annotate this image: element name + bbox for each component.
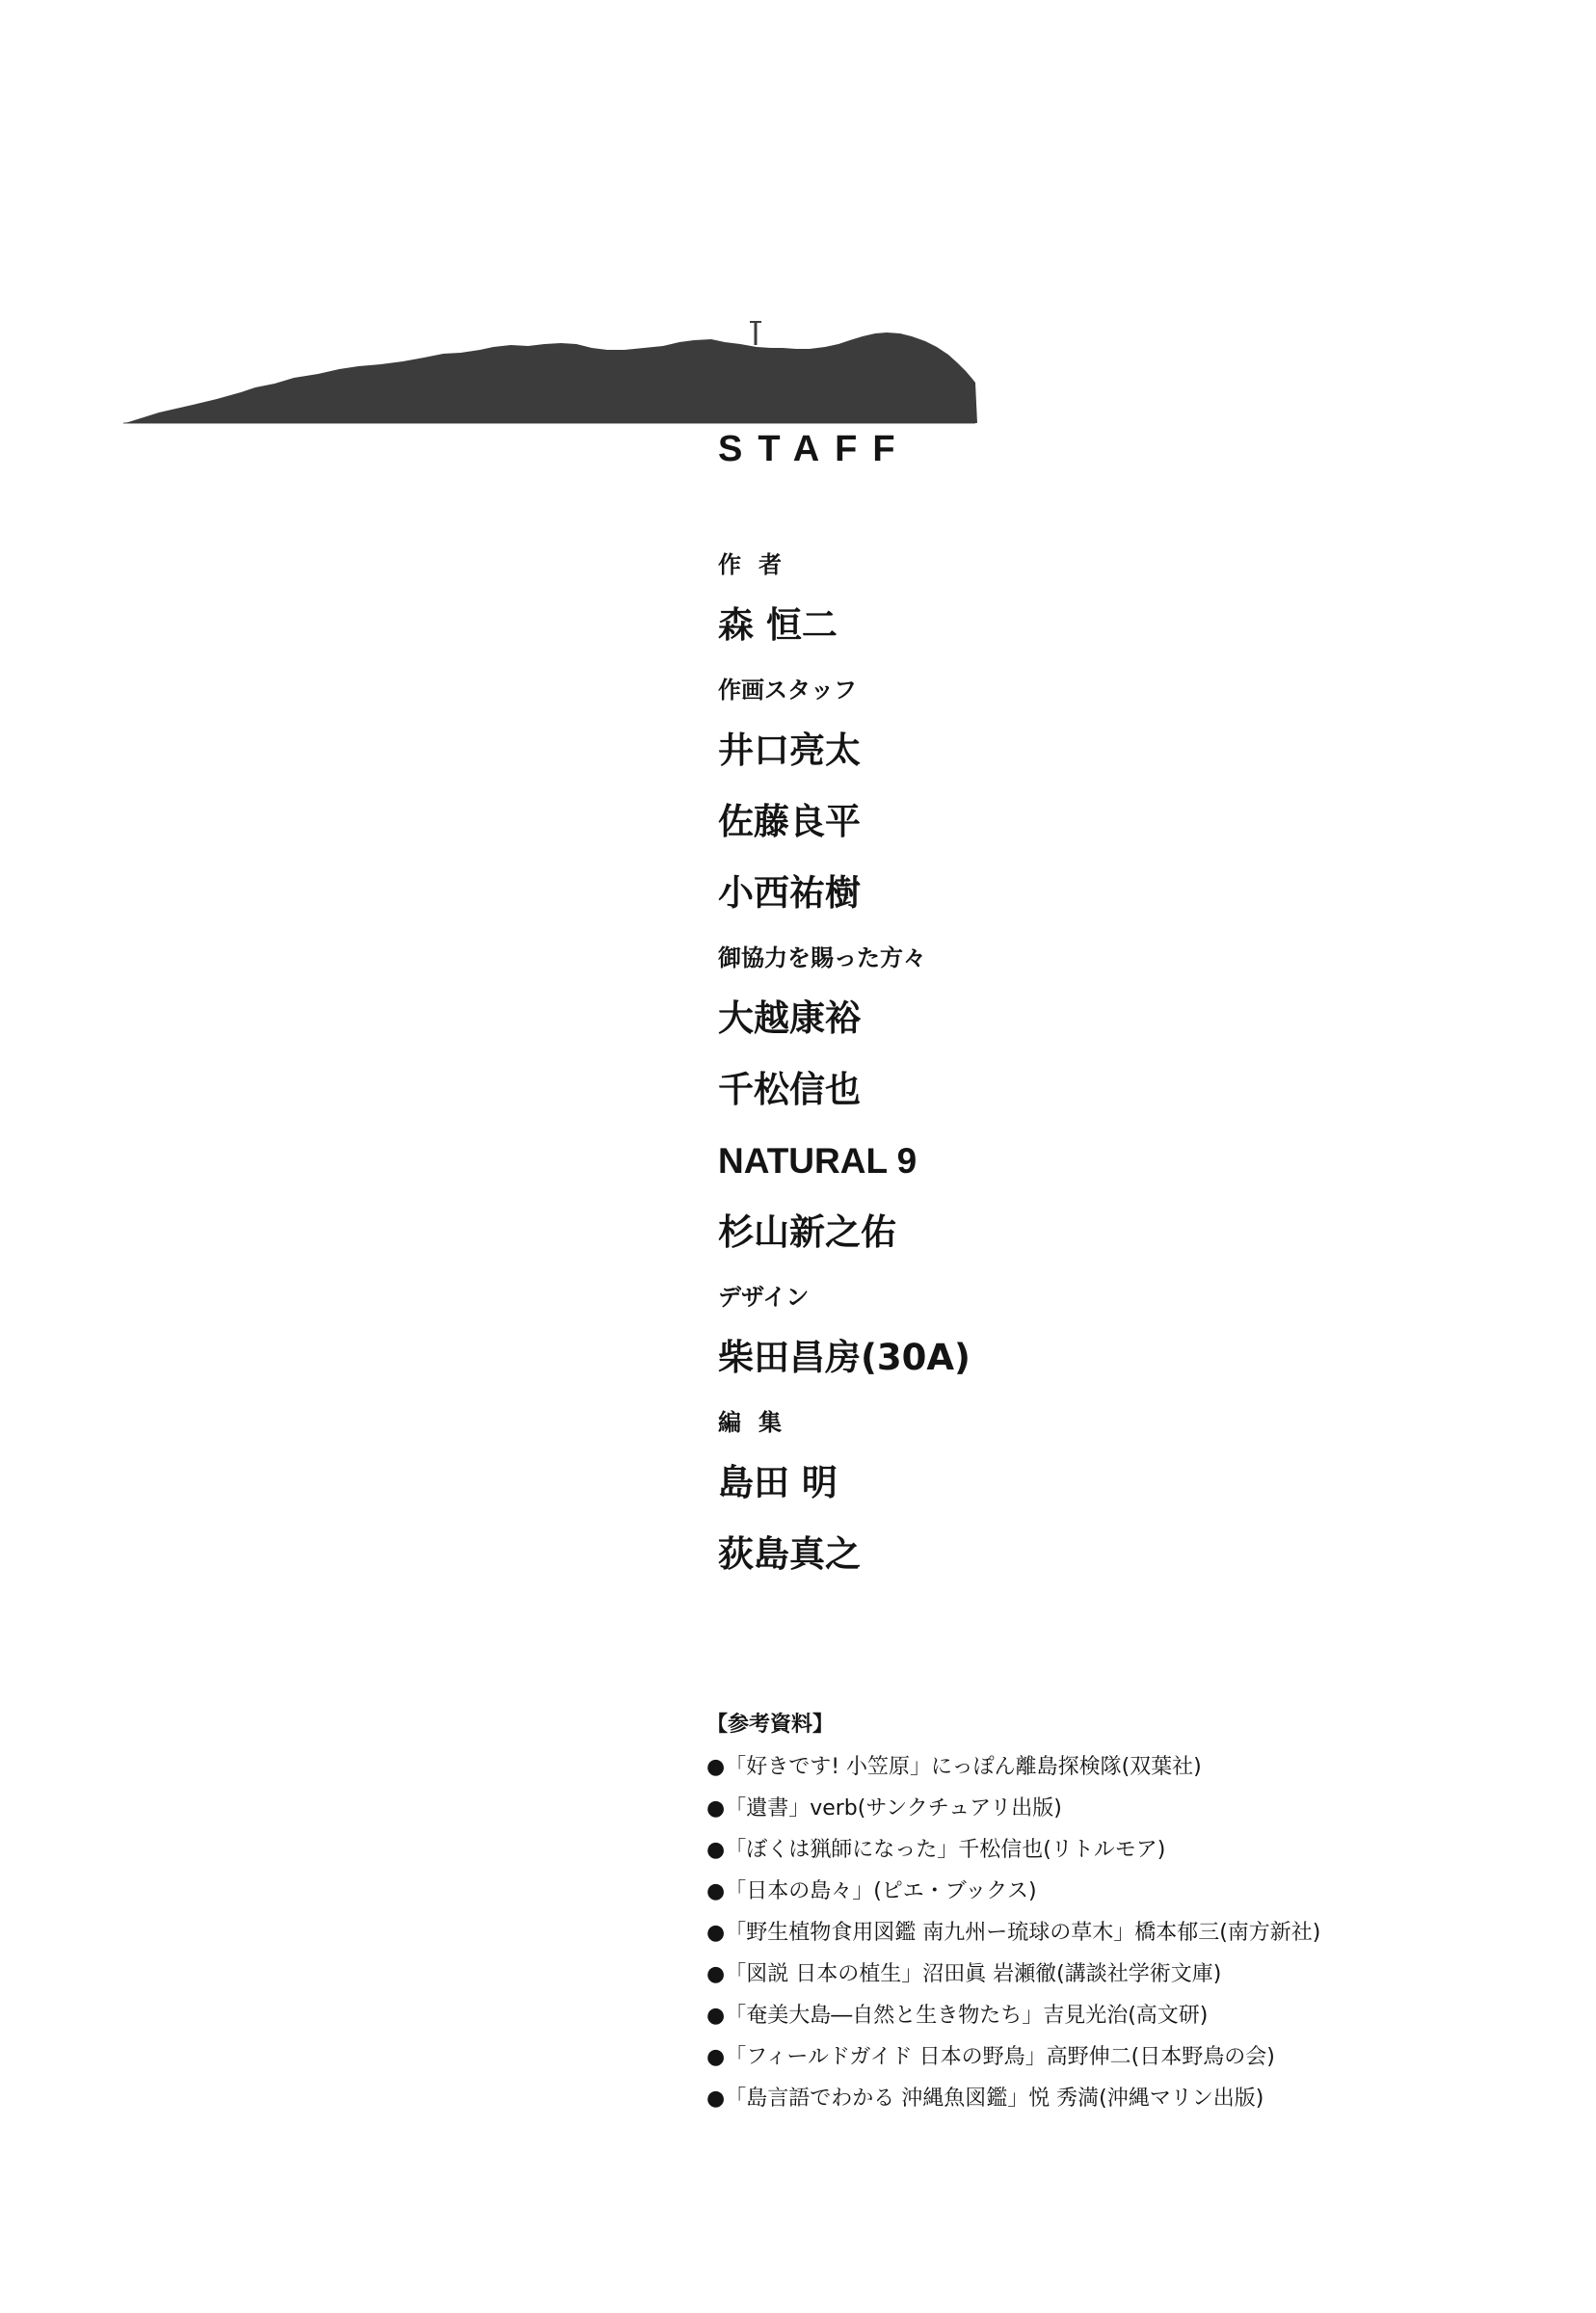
- reference-item: ●「フィールドガイド 日本の野鳥」高野伸二(日本野鳥の会): [706, 2045, 1275, 2069]
- design-role: デザイン: [718, 1284, 810, 1311]
- editing-name: 荻島真之: [718, 1533, 861, 1575]
- cooperation-name: 大越康裕: [718, 997, 861, 1039]
- design-name: 柴田昌房(30A): [718, 1337, 971, 1378]
- cooperation-name: 千松信也: [718, 1069, 861, 1110]
- cooperation-name: 杉山新之佑: [718, 1211, 896, 1253]
- art-staff-name: 佐藤良平: [718, 801, 861, 842]
- staff-title: STAFF: [718, 429, 911, 469]
- editing-role: 編集: [718, 1409, 799, 1436]
- reference-item: ●「野生植物食用図鑑 南九州ー琉球の草木」橋本郁三(南方新社): [706, 1921, 1321, 1945]
- credits: [718, 547, 971, 1602]
- reference-item: ●「遺書」verb(サンクチュアリ出版): [706, 1796, 1062, 1821]
- reference-item: ●「好きです! 小笠原」にっぽん離島探検隊(双葉社): [706, 1755, 1202, 1779]
- author-name: 森 恒二: [718, 604, 838, 646]
- reference-item: ●「日本の島々」(ピエ・ブックス): [706, 1879, 1037, 1903]
- reference-item: ●「ぼくは猟師になった」千松信也(リトルモア): [706, 1838, 1166, 1862]
- references-list: [706, 1708, 1320, 2123]
- island-silhouette: [0, 0, 1596, 482]
- cooperation-name: NATURAL 9: [718, 1141, 918, 1181]
- reference-item: ●「図説 日本の植生」沼田眞 岩瀬徹(講談社学術文庫): [706, 1962, 1222, 1986]
- editing-name: 島田 明: [718, 1462, 838, 1503]
- references-heading: 【参考資料】: [706, 1713, 835, 1737]
- cooperation-role: 御協力を賜った方々: [718, 944, 926, 971]
- reference-item: ●「島言語でわかる 沖縄魚図鑑」悦 秀満(沖縄マリン出版): [706, 2087, 1264, 2111]
- reference-item: ●「奄美大島―自然と生き物たち」吉見光治(高文研): [706, 2004, 1209, 2028]
- art-staff-name: 井口亮太: [718, 730, 861, 771]
- art-staff-name: 小西祐樹: [718, 872, 861, 914]
- author-role: 作者: [718, 551, 799, 578]
- art-staff-role: 作画スタッフ: [718, 677, 857, 704]
